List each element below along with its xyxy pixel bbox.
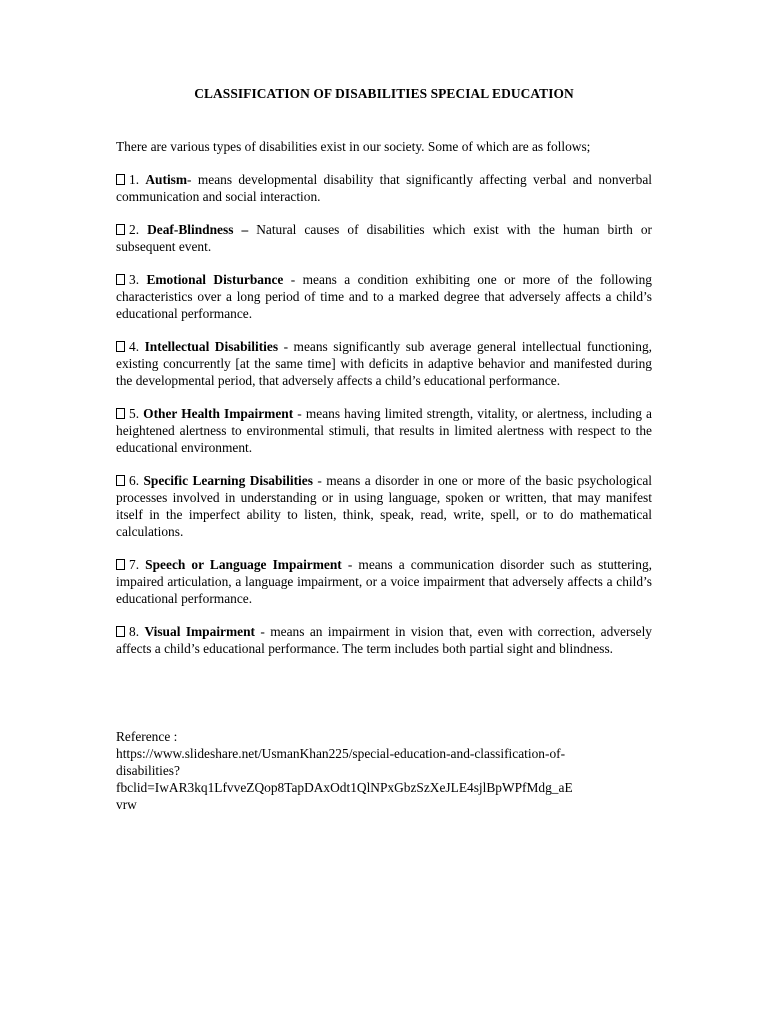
checkbox-bullet-icon (116, 274, 125, 285)
item-number: 7. (129, 557, 140, 573)
list-item-deaf-blindness (116, 222, 652, 256)
checkbox-bullet-icon (116, 475, 125, 486)
reference-url-line: https://www.slideshare.net/UsmanKhan225/special-education-and-classification-of- (116, 745, 566, 761)
item-term: Visual Impairment (144, 624, 255, 640)
item-term: Specific Learning Disabilities (143, 473, 313, 489)
list-item-speech-language-impairment (116, 557, 652, 607)
reference-url-line: vrw (116, 796, 137, 812)
item-term: Deaf-Blindness – (147, 222, 249, 238)
reference-block (116, 728, 652, 813)
item-text: - means a condition exhibiting one or more of the following characteristics over a long period of time and to a marked degree that adversely affects a child’s educational performance. (116, 272, 653, 321)
list-item-specific-learning-disabilities (116, 473, 652, 540)
reference-url-line: fbclid=IwAR3kq1LfvveZQop8TapDAxOdt1QlNPxGbzSzXeJLE4sjlBpWPfMdg_aE (116, 779, 573, 795)
item-number: 4. (129, 339, 140, 355)
item-number: 8. (129, 624, 140, 640)
item-text: - means developmental disability that significantly affecting verbal and nonverbal communication and social interaction. (116, 172, 652, 204)
item-text: - means a disorder in one or more of the basic psychological processes involved in understanding or in using language, spoken or written, that may manifest itself in the imperfect ability to listen, think, speak, read, write, spell, or to do mathematical calculations. (116, 473, 652, 539)
list-item-emotional-disturbance (116, 272, 652, 322)
intro-paragraph: There are various types of disabilities exist in our society. Some of which are as follows; (116, 139, 591, 154)
checkbox-bullet-icon (116, 174, 125, 185)
checkbox-bullet-icon (116, 341, 125, 352)
checkbox-bullet-icon (116, 224, 125, 235)
reference-url-line: disabilities? (116, 762, 180, 778)
item-number: 1. (129, 172, 140, 187)
item-number: 3. (129, 272, 140, 288)
item-term: Intellectual Disabilities (144, 339, 279, 355)
reference-label: Reference : (116, 728, 178, 744)
item-number: 6. (129, 473, 140, 489)
list-item-other-health-impairment (116, 406, 652, 456)
list-item-visual-impairment (116, 624, 652, 658)
item-text: - means an impairment in vision that, even with correction, adversely affects a child’s educational performance. The term includes both partial sight and blindness. (116, 624, 652, 656)
item-text: - means having limited strength, vitality, or alertness, including a heightened alertness to environmental stimuli, that results in limited alertness with respect to the educational environment. (116, 406, 652, 455)
item-term: Emotional Disturbance (146, 272, 284, 288)
item-text: Natural causes of disabilities which exist with the human birth or subsequent event. (116, 222, 652, 254)
item-number: 2. (129, 222, 140, 238)
item-term: Other Health Impairment (143, 406, 294, 422)
checkbox-bullet-icon (116, 408, 125, 419)
list-item-autism (116, 172, 652, 206)
item-term: Autism (145, 172, 188, 187)
document-page (116, 86, 652, 813)
item-text: - means a communication disorder such as stuttering, impaired articulation, a language impairment, or a voice impairment that adversely affects a child’s educational performance. (116, 557, 652, 606)
item-text: - means significantly sub average general intellectual functioning, existing concurrently [at the same time] with deficits in adaptive behavior and manifested during the developmental period, that adversely affects a child’s educational performance. (116, 339, 652, 388)
checkbox-bullet-icon (116, 626, 125, 637)
list-item-intellectual-disabilities (116, 339, 652, 389)
document-title: CLASSIFICATION OF DISABILITIES SPECIAL EDUCATION (194, 86, 574, 101)
checkbox-bullet-icon (116, 559, 125, 570)
item-term: Speech or Language Impairment (145, 557, 342, 573)
item-number: 5. (129, 406, 140, 422)
